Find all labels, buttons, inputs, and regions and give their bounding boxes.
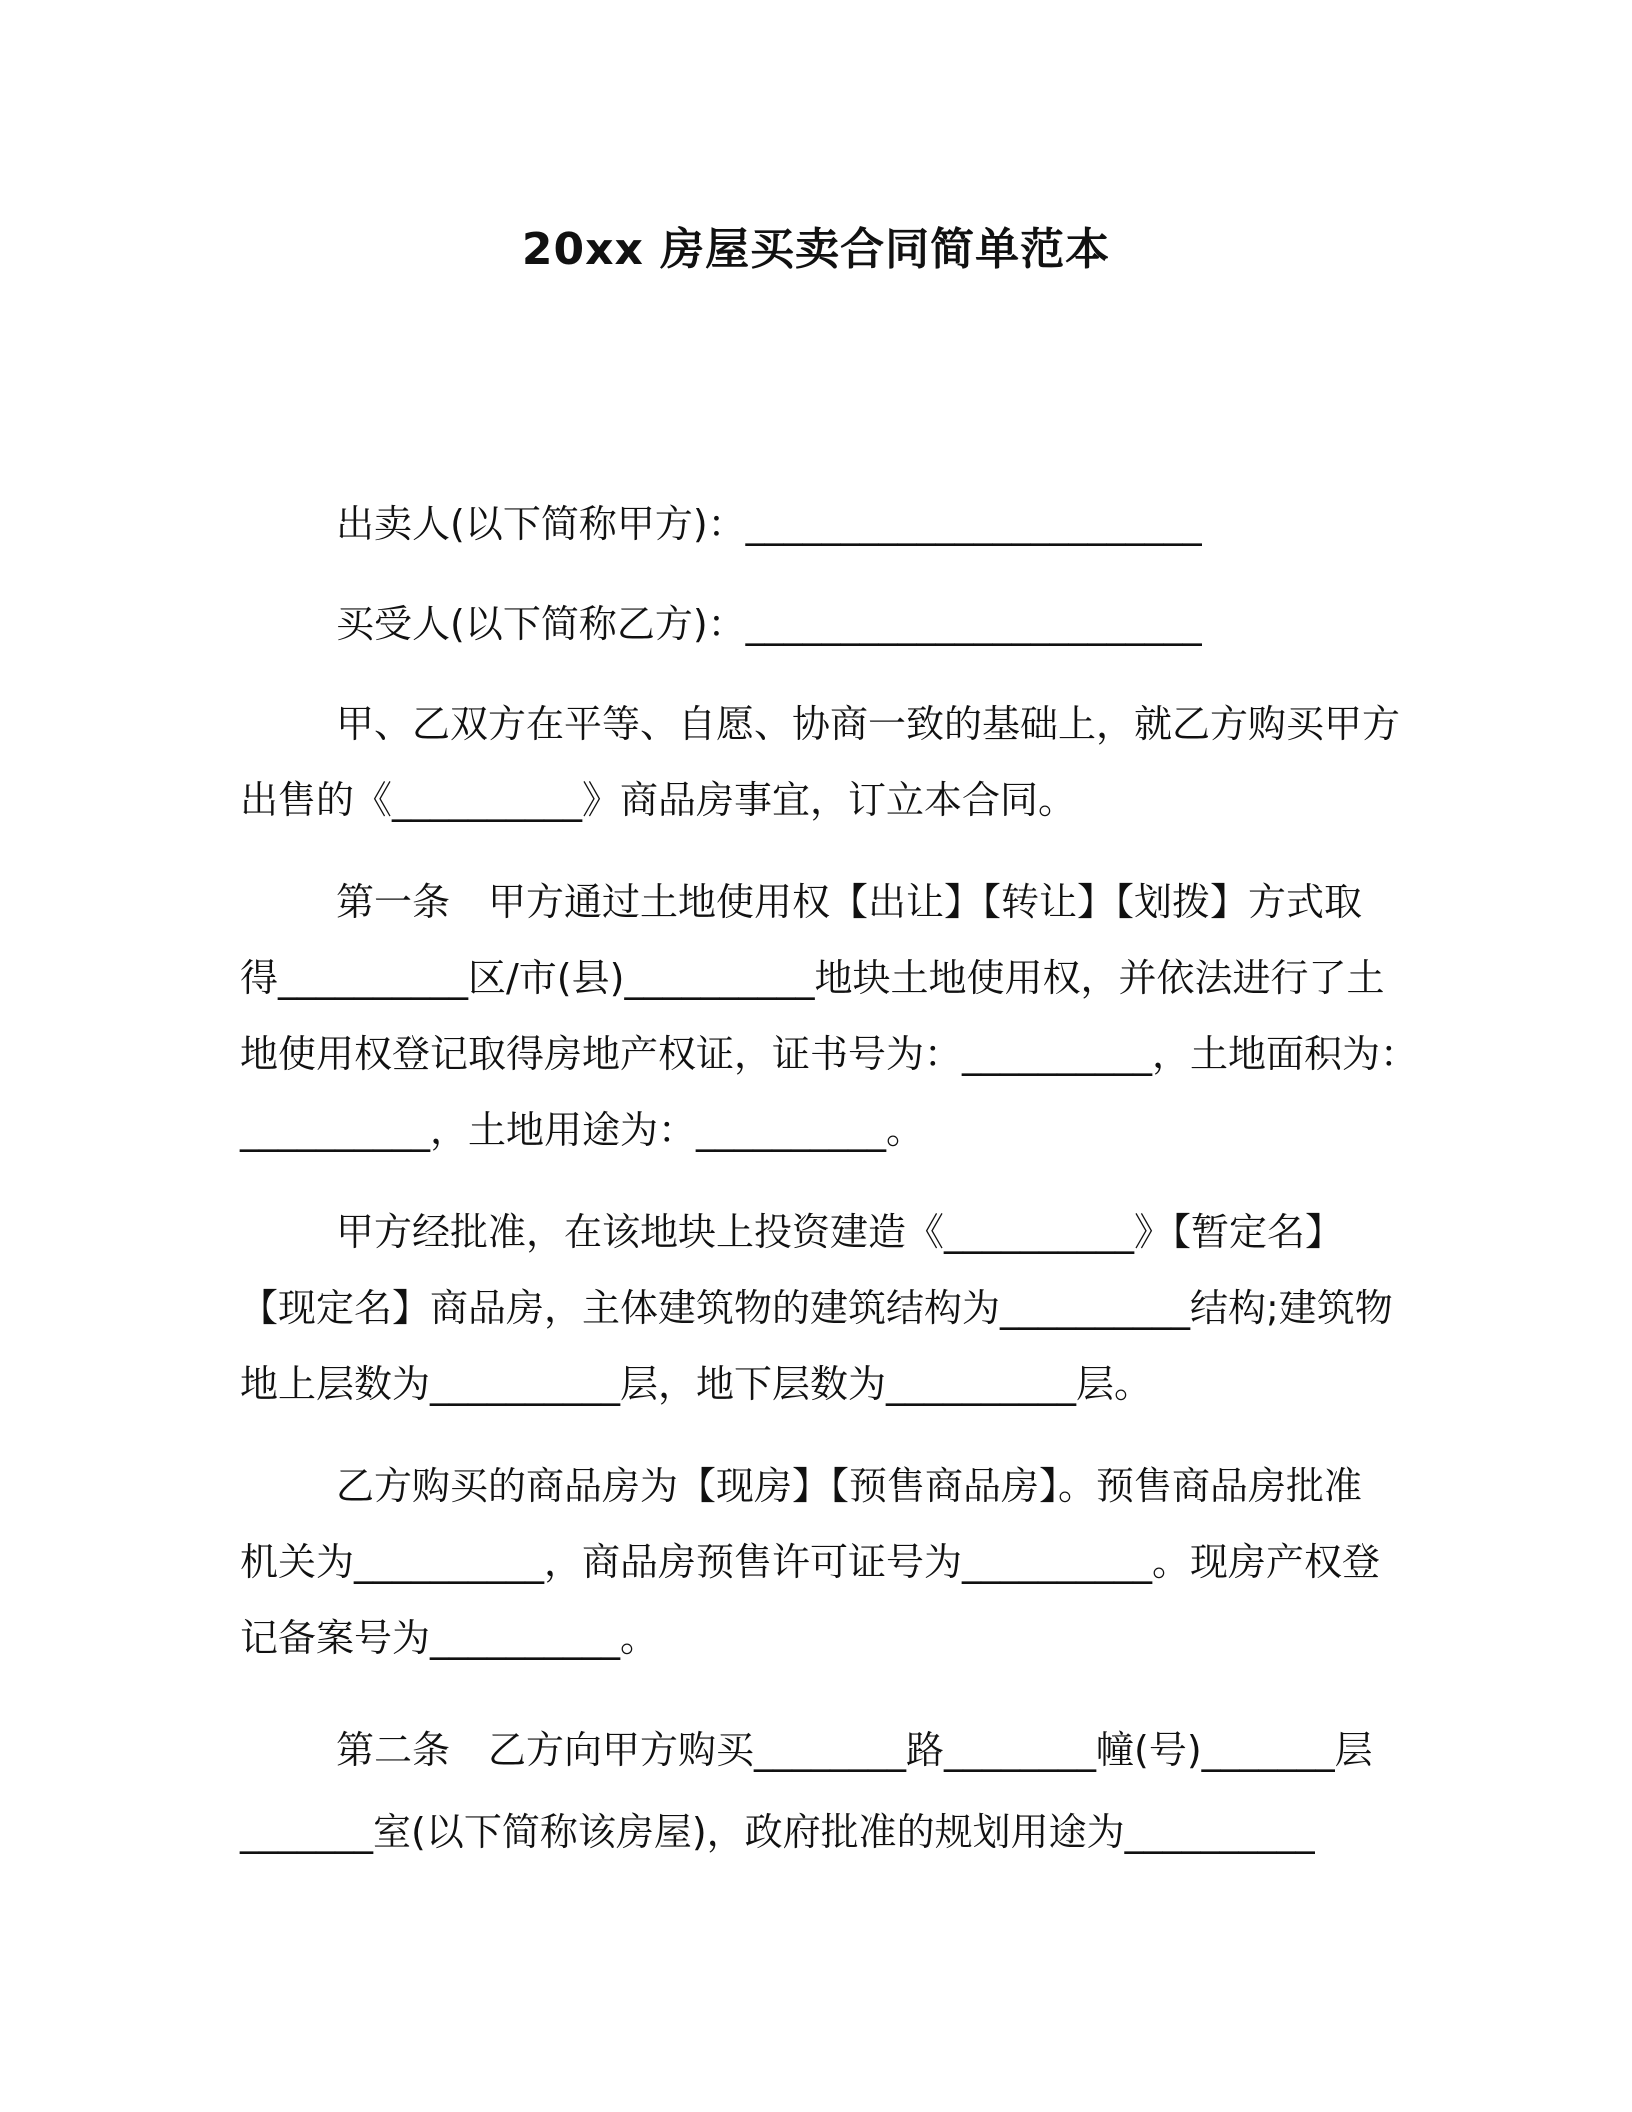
construction-line-1: 甲方经批准，在该地块上投资建造《__________》【暂定名】 xyxy=(336,1210,1344,1254)
presale-line-3: 记备案号为__________。 xyxy=(240,1616,659,1660)
article-1-line-4: __________，土地用途为：__________。 xyxy=(240,1108,925,1152)
presale-line-1: 乙方购买的商品房为【现房】【预售商品房】。预售商品房批准 xyxy=(336,1464,1363,1508)
construction-line-3: 地上层数为__________层，地下层数为__________层。 xyxy=(240,1362,1153,1406)
document-title: 20xx 房屋买卖合同简单范本 xyxy=(521,224,1111,275)
article-2-line-1: 第二条 乙方向甲方购买________路________幢(号)_______层 xyxy=(336,1728,1373,1772)
article-2-line-2: _______室(以下简称该房屋)，政府批准的规划用途为__________ xyxy=(240,1810,1315,1854)
article-1-line-1: 第一条 甲方通过土地使用权【出让】【转让】【划拨】方式取 xyxy=(336,880,1363,924)
preamble-line-1: 甲、乙双方在平等、自愿、协商一致的基础上，就乙方购买甲方 xyxy=(336,702,1401,746)
preamble-line-2: 出售的《__________》商品房事宜，订立本合同。 xyxy=(240,778,1077,822)
article-1-line-3: 地使用权登记取得房地产权证，证书号为：__________，土地面积为： xyxy=(240,1032,1419,1076)
construction-line-2: 【现定名】商品房，主体建筑物的建筑结构为__________结构;建筑物 xyxy=(240,1286,1393,1330)
buyer-line: 买受人(以下简称乙方)：________________________ xyxy=(336,602,1202,646)
presale-line-2: 机关为__________，商品房预售许可证号为__________。现房产权登 xyxy=(240,1540,1381,1584)
article-1-line-2: 得__________区/市(县)__________地块土地使用权，并依法进行了土 xyxy=(240,956,1385,1000)
seller-line: 出卖人(以下简称甲方)：________________________ xyxy=(336,502,1202,546)
